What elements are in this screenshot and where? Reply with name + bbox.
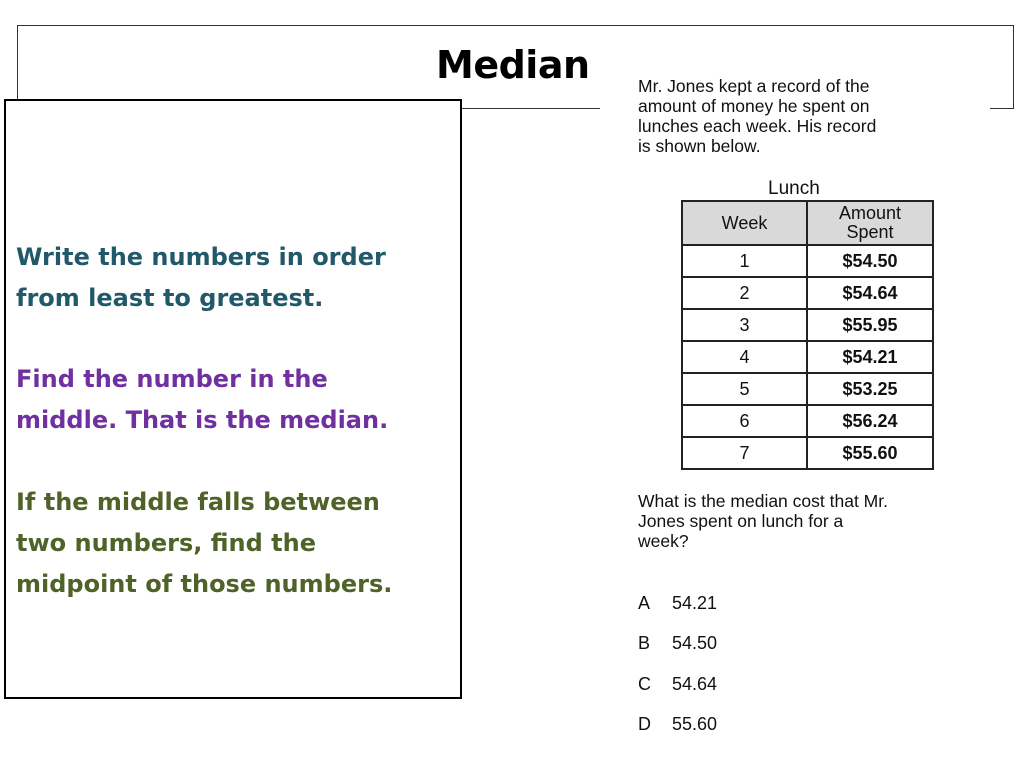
amount-cell: $54.64 [807, 277, 933, 309]
instruction-order-numbers: Write the numbers in order from least to greatest. [16, 243, 386, 312]
choice-value: 54.50 [672, 633, 718, 653]
answer-choice-c [638, 674, 717, 695]
amount-cell: $54.50 [807, 245, 933, 277]
choice-letter: B [638, 633, 651, 653]
instruction-find-midpoint: If the middle falls between two numbers, find the midpoint of those numbers. [16, 488, 393, 598]
table-row [682, 277, 933, 309]
amount-cell: $54.21 [807, 341, 933, 373]
week-cell: 7 [682, 437, 807, 469]
choice-letter: C [638, 674, 651, 694]
choice-value: 54.21 [672, 593, 718, 613]
table-header-row [682, 201, 933, 245]
week-cell: 1 [682, 245, 807, 277]
lunch-table [681, 200, 934, 470]
week-cell: 6 [682, 405, 807, 437]
problem-panel [600, 72, 990, 762]
week-cell: 3 [682, 309, 807, 341]
amount-cell: $55.95 [807, 309, 933, 341]
amount-cell: $53.25 [807, 373, 933, 405]
table-row [682, 245, 933, 277]
choice-letter: A [638, 593, 651, 613]
problem-intro: Mr. Jones kept a record of the amount of money he spent on lunches each week. His record is shown below. [638, 76, 877, 156]
choice-letter: D [638, 714, 651, 734]
week-cell: 4 [682, 341, 807, 373]
table-row [682, 309, 933, 341]
table-row [682, 437, 933, 469]
week-cell: 2 [682, 277, 807, 309]
answer-choice-d [638, 714, 717, 735]
table-row [682, 341, 933, 373]
week-cell: 5 [682, 373, 807, 405]
answer-choice-b [638, 633, 717, 654]
table-row [682, 405, 933, 437]
slide-title: Median [436, 43, 590, 87]
header-amount-spent [807, 201, 933, 245]
instruction-find-middle: Find the number in the middle. That is the median. [16, 365, 389, 434]
amount-cell: $56.24 [807, 405, 933, 437]
amount-cell: $55.60 [807, 437, 933, 469]
table-row [682, 373, 933, 405]
choice-value: 55.60 [672, 714, 718, 734]
table-caption: Lunch [768, 178, 820, 199]
choice-value: 54.64 [672, 674, 718, 694]
question-text: What is the median cost that Mr. Jones spent on lunch for a week? [638, 491, 888, 551]
header-week: Week [682, 201, 807, 245]
header-amount-spent-label: Amount Spent [838, 203, 902, 242]
answer-choice-a [638, 593, 717, 614]
